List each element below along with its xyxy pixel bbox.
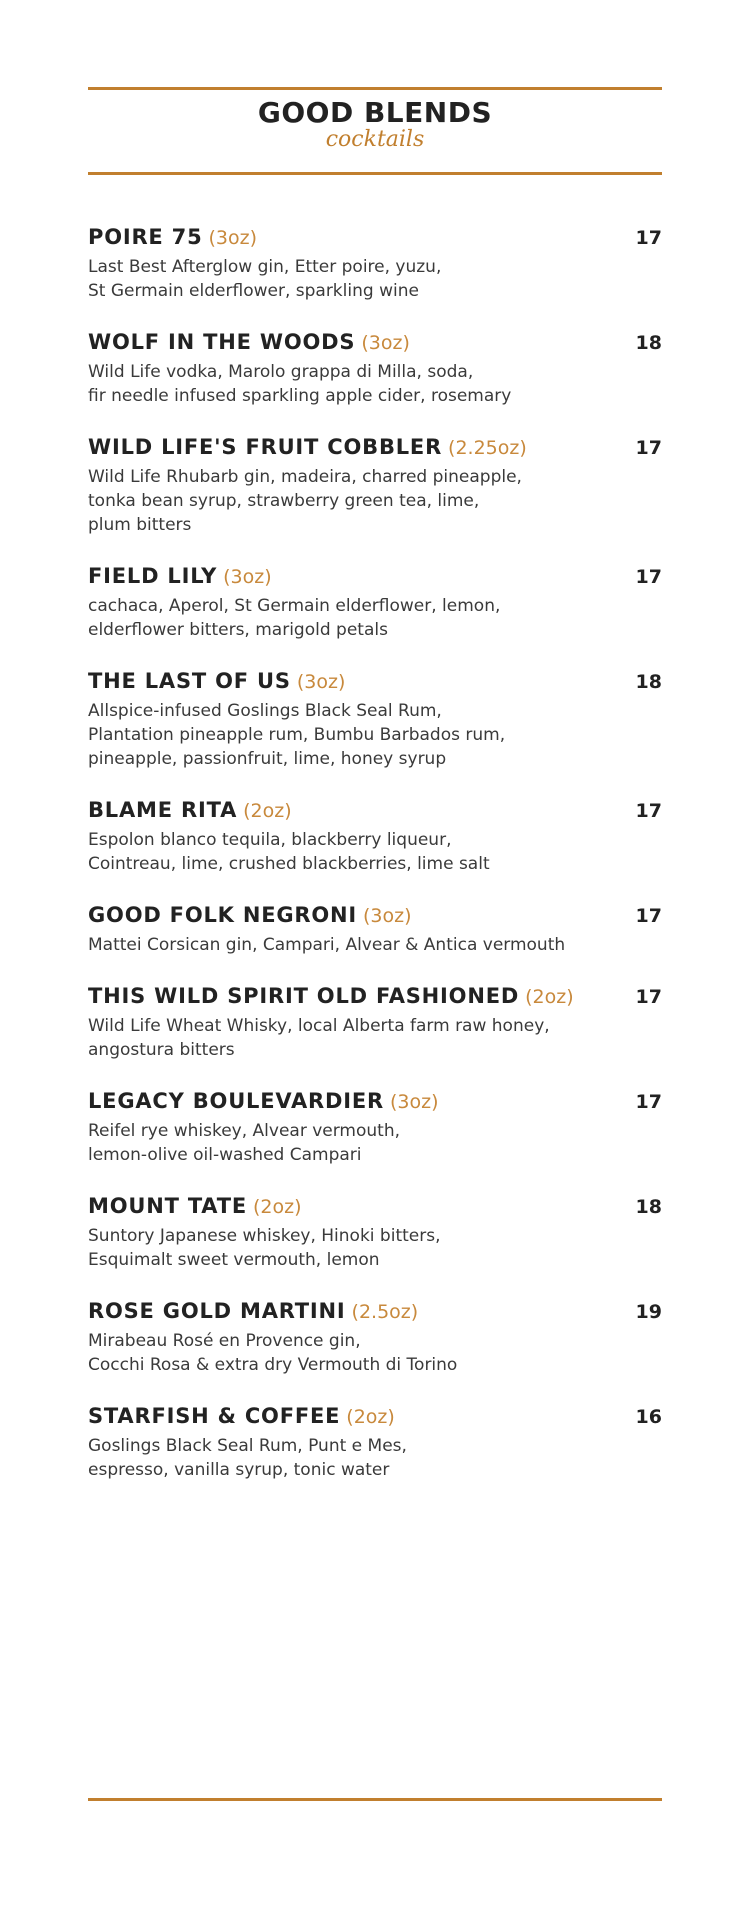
menu-item <box>88 900 662 957</box>
menu-item-title <box>88 981 574 1013</box>
cocktail-name: WOLF IN THE WOODS <box>88 330 356 354</box>
cocktail-description <box>88 255 662 303</box>
cocktail-price: 18 <box>635 332 662 354</box>
cocktail-price: 18 <box>635 671 662 693</box>
cocktail-price: 17 <box>635 1091 662 1113</box>
menu-item-header <box>88 327 662 359</box>
cocktail-size: (3oz) <box>208 227 258 249</box>
cocktail-price: 17 <box>635 566 662 588</box>
cocktail-description <box>88 360 662 408</box>
menu-item <box>88 1296 662 1377</box>
menu-item-title <box>88 222 257 254</box>
description-line: Cocchi Rosa & extra dry Vermouth di Torino <box>88 1355 458 1375</box>
cocktail-price: 17 <box>635 986 662 1008</box>
description-line: Mirabeau Rosé en Provence gin, <box>88 1331 361 1351</box>
cocktail-description <box>88 933 662 957</box>
menu-item-header <box>88 222 662 254</box>
description-line: Wild Life Wheat Whisky, local Alberta farm raw honey, <box>88 1016 550 1036</box>
menu-item-header <box>88 1086 662 1118</box>
page-subtitle: cocktails <box>325 126 425 152</box>
cocktail-name: MOUNT TATE <box>88 1194 247 1218</box>
cocktail-size: (3oz) <box>296 671 346 693</box>
menu-header <box>88 96 662 152</box>
cocktail-name: THE LAST OF US <box>88 669 291 693</box>
menu-item-title <box>88 1086 439 1118</box>
cocktail-price: 19 <box>635 1301 662 1323</box>
cocktail-description <box>88 1224 662 1272</box>
description-line: pineapple, passionfruit, lime, honey syrup <box>88 749 447 769</box>
bottom-divider <box>88 1798 662 1801</box>
menu-item-header <box>88 432 662 464</box>
cocktail-description <box>88 1119 662 1167</box>
page-title: GOOD BLENDS <box>257 96 493 129</box>
description-line: Goslings Black Seal Rum, Punt e Mes, <box>88 1436 407 1456</box>
menu-item-header <box>88 1401 662 1433</box>
cocktail-name: BLAME RITA <box>88 798 238 822</box>
description-line: Suntory Japanese whiskey, Hinoki bitters, <box>88 1226 441 1246</box>
cocktail-description <box>88 1329 662 1377</box>
cocktail-price: 17 <box>635 800 662 822</box>
menu-item-title <box>88 795 292 827</box>
description-line: angostura bitters <box>88 1040 235 1060</box>
cocktail-name: ROSE GOLD MARTINI <box>88 1299 346 1323</box>
cocktail-name: GOOD FOLK NEGRONI <box>88 903 358 927</box>
description-line: Plantation pineapple rum, Bumbu Barbados rum, <box>88 725 506 745</box>
menu-item <box>88 561 662 642</box>
menu-item-header <box>88 900 662 932</box>
cocktail-name: STARFISH & COFFEE <box>88 1404 341 1428</box>
description-line: Reifel rye whiskey, Alvear vermouth, <box>88 1121 401 1141</box>
menu-item <box>88 432 662 537</box>
cocktail-description <box>88 1014 662 1062</box>
menu-item <box>88 795 662 876</box>
menu-item-title <box>88 432 527 464</box>
description-line: cachaca, Aperol, St Germain elderflower, lemon, <box>88 596 501 616</box>
description-line: Espolon blanco tequila, blackberry liqueur, <box>88 830 452 850</box>
cocktail-price: 17 <box>635 227 662 249</box>
description-line: Allspice-infused Goslings Black Seal Rum, <box>88 701 442 721</box>
menu-item-header <box>88 561 662 593</box>
menu-item <box>88 222 662 303</box>
cocktail-list <box>88 222 662 1506</box>
cocktail-price: 17 <box>635 437 662 459</box>
description-line: plum bitters <box>88 515 192 535</box>
cocktail-size: (3oz) <box>361 332 410 354</box>
menu-item <box>88 1086 662 1167</box>
menu-item-title <box>88 1296 418 1328</box>
description-line: Wild Life vodka, Marolo grappa di Milla, soda, <box>88 362 474 382</box>
menu-item <box>88 1191 662 1272</box>
menu-item-title <box>88 327 410 359</box>
cocktail-name: FIELD LILY <box>88 564 218 588</box>
top-divider <box>88 87 662 90</box>
description-line: tonka bean syrup, strawberry green tea, lime, <box>88 491 480 511</box>
cocktail-size: (2oz) <box>346 1406 395 1428</box>
menu-item <box>88 327 662 408</box>
cocktail-size: (3oz) <box>223 566 272 588</box>
menu-item <box>88 1401 662 1482</box>
menu-item-header <box>88 1191 662 1223</box>
cocktail-name: LEGACY BOULEVARDIER <box>88 1089 384 1113</box>
menu-item-title <box>88 900 412 932</box>
cocktail-size: (3oz) <box>390 1091 439 1113</box>
cocktail-name: POIRE 75 <box>88 225 203 249</box>
cocktail-size: (2oz) <box>253 1196 302 1218</box>
menu-item-header <box>88 666 662 698</box>
menu-item-header <box>88 795 662 827</box>
cocktail-size: (2oz) <box>243 800 292 822</box>
cocktail-description <box>88 699 662 771</box>
menu-item-header <box>88 1296 662 1328</box>
menu-item <box>88 981 662 1062</box>
cocktail-size: (2.25oz) <box>448 437 527 459</box>
header-divider <box>88 172 662 175</box>
description-line: fir needle infused sparkling apple cider, rosemary <box>88 386 512 406</box>
cocktail-description <box>88 828 662 876</box>
cocktail-description <box>88 1434 662 1482</box>
cocktail-description <box>88 594 662 642</box>
description-line: Last Best Afterglow gin, Etter poire, yuzu, <box>88 257 442 277</box>
description-line: lemon-olive oil-washed Campari <box>88 1145 362 1165</box>
cocktail-price: 16 <box>635 1406 662 1428</box>
description-line: Cointreau, lime, crushed blackberries, lime salt <box>88 854 490 874</box>
cocktail-description <box>88 465 662 537</box>
description-line: espresso, vanilla syrup, tonic water <box>88 1460 390 1480</box>
cocktail-size: (2.5oz) <box>351 1301 419 1323</box>
menu-item-title <box>88 1401 395 1433</box>
description-line: Esquimalt sweet vermouth, lemon <box>88 1250 380 1270</box>
description-line: Wild Life Rhubarb gin, madeira, charred pineapple, <box>88 467 522 487</box>
cocktail-size: (2oz) <box>525 986 574 1008</box>
description-line: Mattei Corsican gin, Campari, Alvear & Antica vermouth <box>88 935 566 955</box>
menu-item <box>88 666 662 771</box>
cocktail-price: 18 <box>635 1196 662 1218</box>
cocktail-size: (3oz) <box>363 905 412 927</box>
cocktail-name: THIS WILD SPIRIT OLD FASHIONED <box>88 984 520 1008</box>
description-line: elderflower bitters, marigold petals <box>88 620 388 640</box>
description-line: St Germain elderflower, sparkling wine <box>88 281 419 301</box>
cocktail-name: WILD LIFE'S FRUIT COBBLER <box>88 435 443 459</box>
menu-item-title <box>88 1191 302 1223</box>
menu-item-header <box>88 981 662 1013</box>
cocktail-price: 17 <box>635 905 662 927</box>
menu-item-title <box>88 561 272 593</box>
menu-item-title <box>88 666 345 698</box>
